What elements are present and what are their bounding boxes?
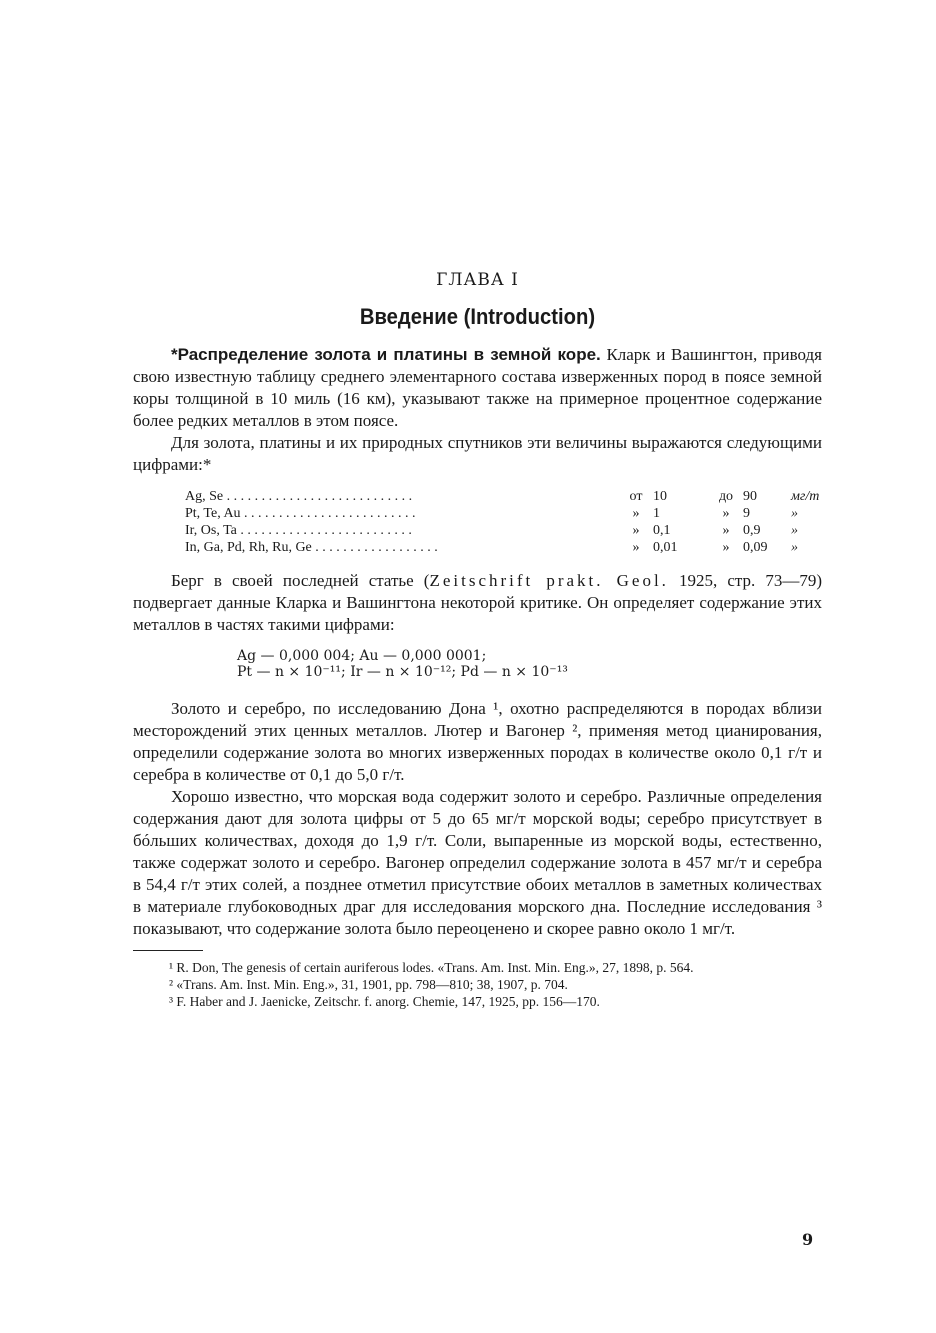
table-row: Ag, Se . . . . . . . . . . . . . . . . . . . . . . . . . . . от 10 до 90 мг/т (185, 489, 820, 504)
paragraph-4: Золото и серебро, по исследованию Дона ¹, охотно распределяются в породах вблизи месторождений этих ценных металлов. Лютер и Вагонер ², применяя метод цианирования, определили содержание золота во многих изверженных породах в количестве около 0,1 г/т и серебра в количестве от 0,1 до 5,0 г/т. (133, 699, 822, 784)
page-number: 9 (802, 1230, 814, 1249)
footnote-divider (133, 950, 203, 951)
page-body (133, 270, 822, 1010)
formula-block (237, 648, 822, 680)
paragraph-1-text: Кларк и Вашингтон, приводя свою известную таблицу среднего элементарного состава изверженных пород в поясе земной коры толщиной в 10 миль (16 км), указывают также на примерное процентное содержание более редких металлов в этом поясе. (133, 345, 822, 430)
table-row: Pt, Te, Au . . . . . . . . . . . . . . . . . . . . . . . . . » 1 » 9 » (185, 506, 798, 521)
table-row: In, Ga, Pd, Rh, Ru, Ge . . . . . . . . . . . . . . . . . . » 0,01 » 0,09 » (185, 540, 798, 555)
paragraph-2: Для золота, платины и их природных спутников эти величины выражаются следующими цифрами:* (133, 433, 822, 474)
footnote-2: ² «Trans. Am. Inst. Min. Eng.», 31, 1901, pp. 798—810; 38, 1907, p. 704. (169, 977, 568, 992)
formula-line-1: Ag — 0,000 004; Au — 0,000 0001; (237, 648, 487, 664)
paragraph-3: Берг в своей последней статье (Zeitschrift prakt. Geol. 1925, стр. 73—79) подвергает данные Кларка и Вашингтона некоторой критике. Он определяет содержание этих металлов в частях такими цифрами: (133, 571, 823, 634)
chapter-label: ГЛАВА I (436, 270, 519, 290)
paragraph-5: Хорошо известно, что морская вода содержит золото и серебро. Различные определения содержания дают для золота цифры от 5 до 65 мг/т морской воды; серебро присутствует в бóльших количествах, доходя до 1,9 г/т. Соли, выпаренные из морской воды, естественно, также содержат золото и серебро. Вагонер определил содержание золота в 457 мг/т и серебра в 54,4 г/т этих солей, а позднее отметил присутствие обоих металлов в заметных количествах в материале глубоководных драг для исследования морского дна. Последние исследования ³ показывают, что содержание золота было переоценено и скорее равно около 1 мг/т. (133, 787, 822, 938)
formula-line-2: Pt — n × 10⁻¹¹; Ir — n × 10⁻¹²; Pd — n × 10⁻¹³ (237, 664, 568, 680)
footnote-1: ¹ R. Don, The genesis of certain auriferous lodes. «Trans. Am. Inst. Min. Eng.», 27, 1898, p. 564. (169, 960, 694, 975)
element-table (185, 488, 822, 556)
section-lead: *Распределение золота и платины в земной коре. (171, 345, 601, 364)
paragraph-1 (133, 344, 822, 432)
footnote-3: ³ F. Haber and J. Jaenicke, Zeitschr. f. anorg. Chemie, 147, 1925, pp. 156—170. (169, 994, 600, 1009)
table-row: Ir, Os, Ta . . . . . . . . . . . . . . . . . . . . . . . . . » 0,1 » 0,9 » (185, 523, 798, 538)
chapter-title: Введение (Introduction) (359, 304, 596, 329)
journal-name: Zeitschrift prakt. Geol. (429, 571, 669, 590)
